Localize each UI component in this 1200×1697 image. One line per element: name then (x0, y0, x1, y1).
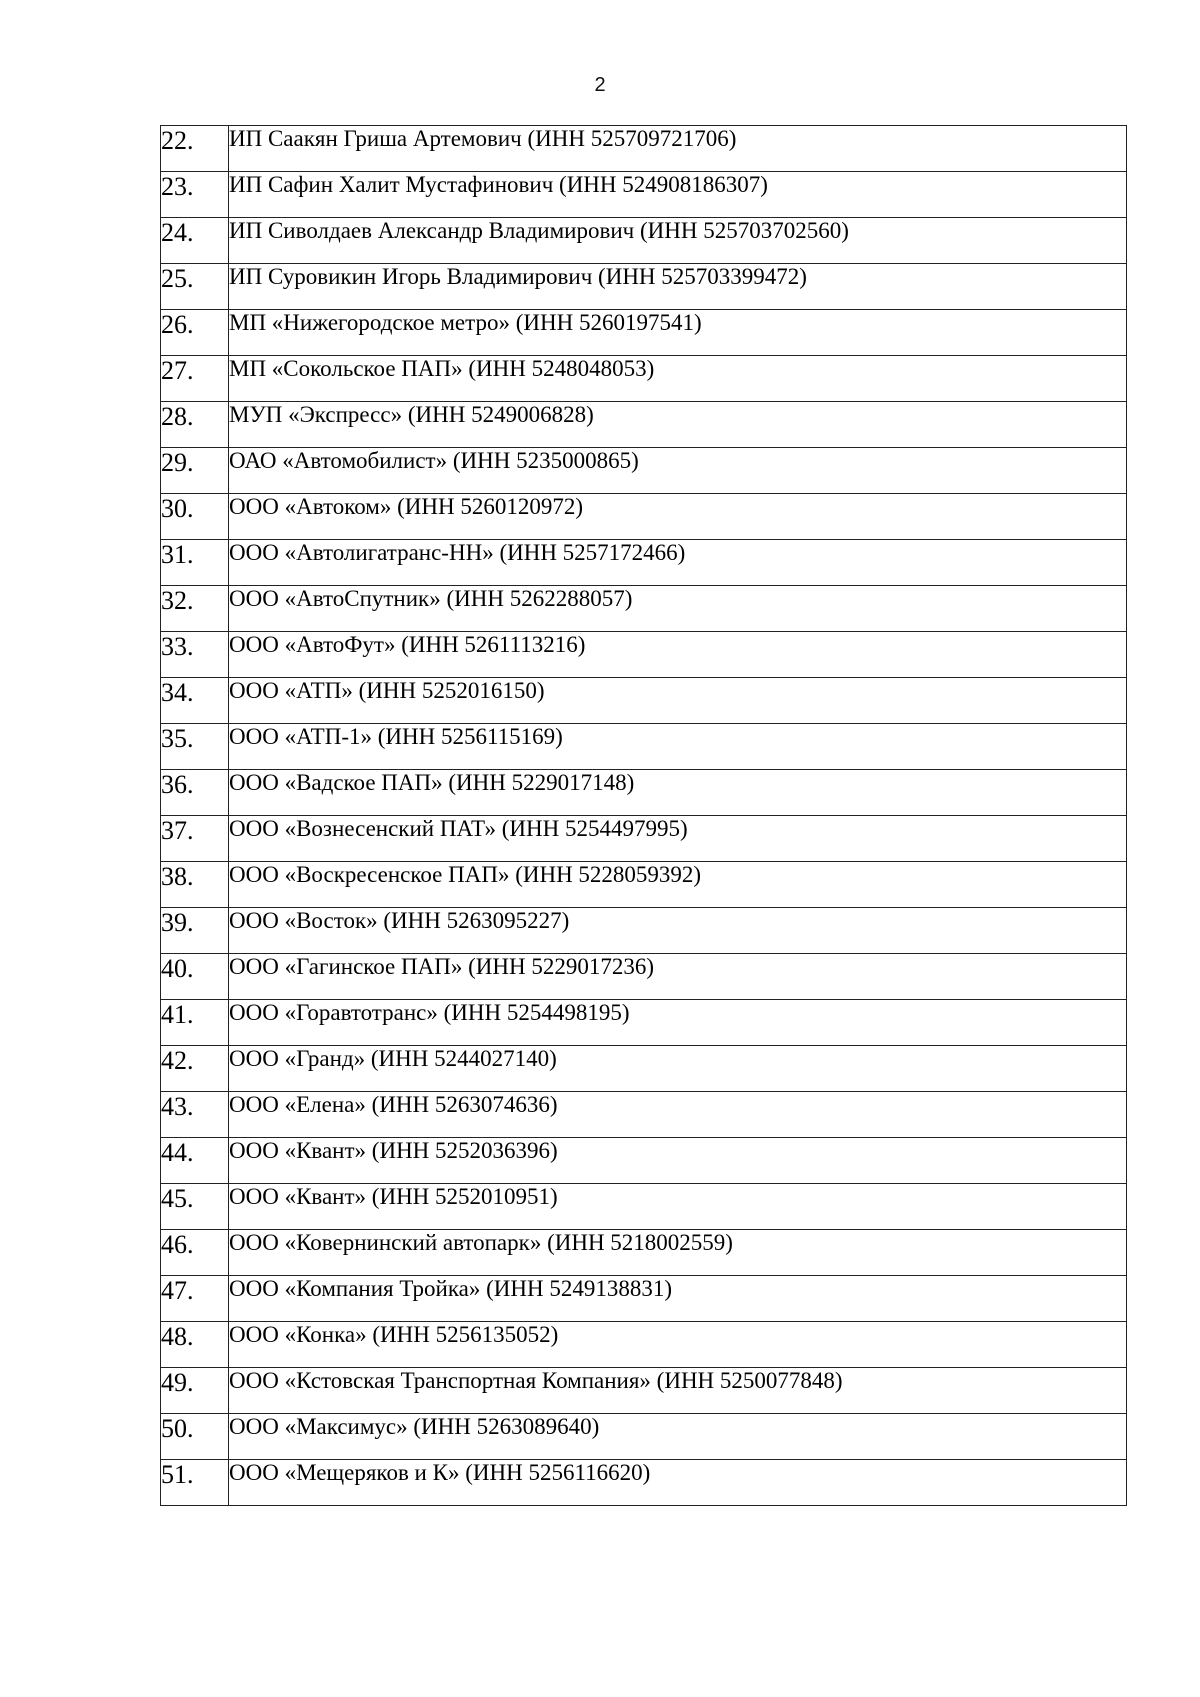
table-row (161, 310, 1127, 356)
table-row (161, 1230, 1127, 1276)
row-number: 27. (161, 356, 229, 402)
row-number: 35. (161, 724, 229, 770)
row-number: 23. (161, 172, 229, 218)
organization-entry: ООО «Вознесенский ПАТ» (ИНН 5254497995) (229, 816, 1127, 862)
organization-entry: ОАО «Автомобилист» (ИНН 5235000865) (229, 448, 1127, 494)
table-row (161, 264, 1127, 310)
table-row (161, 356, 1127, 402)
table-row (161, 1322, 1127, 1368)
row-number: 47. (161, 1276, 229, 1322)
organization-entry: ООО «Ковернинский автопарк» (ИНН 5218002559) (229, 1230, 1127, 1276)
row-number: 46. (161, 1230, 229, 1276)
table-row (161, 1092, 1127, 1138)
table-row (161, 816, 1127, 862)
organization-entry: ООО «Максимус» (ИНН 5263089640) (229, 1414, 1127, 1460)
row-number: 28. (161, 402, 229, 448)
table-row (161, 678, 1127, 724)
row-number: 32. (161, 586, 229, 632)
organization-entry: ООО «АвтоФут» (ИНН 5261113216) (229, 632, 1127, 678)
table-row (161, 1460, 1127, 1506)
row-number: 33. (161, 632, 229, 678)
row-number: 26. (161, 310, 229, 356)
table-row (161, 126, 1127, 172)
table-row (161, 540, 1127, 586)
organization-entry: ООО «Компания Тройка» (ИНН 5249138831) (229, 1276, 1127, 1322)
row-number: 22. (161, 126, 229, 172)
table-row (161, 218, 1127, 264)
table-row (161, 1368, 1127, 1414)
table-row (161, 1414, 1127, 1460)
organization-entry: ООО «Гранд» (ИНН 5244027140) (229, 1046, 1127, 1092)
row-number: 42. (161, 1046, 229, 1092)
row-number: 39. (161, 908, 229, 954)
organization-entry: ООО «Воскресенское ПАП» (ИНН 5228059392) (229, 862, 1127, 908)
row-number: 29. (161, 448, 229, 494)
row-number: 48. (161, 1322, 229, 1368)
organization-entry: ООО «Восток» (ИНН 5263095227) (229, 908, 1127, 954)
organization-entry: ИП Сафин Халит Мустафинович (ИНН 524908186307) (229, 172, 1127, 218)
organization-entry: ИП Саакян Гриша Артемович (ИНН 525709721706) (229, 126, 1127, 172)
row-number: 43. (161, 1092, 229, 1138)
row-number: 34. (161, 678, 229, 724)
organization-entry: ООО «Квант» (ИНН 5252036396) (229, 1138, 1127, 1184)
organization-entry: МП «Сокольское ПАП» (ИНН 5248048053) (229, 356, 1127, 402)
table-row (161, 862, 1127, 908)
table-row (161, 1276, 1127, 1322)
table-row (161, 908, 1127, 954)
organization-entry: ООО «Горавтотранс» (ИНН 5254498195) (229, 1000, 1127, 1046)
row-number: 44. (161, 1138, 229, 1184)
row-number: 31. (161, 540, 229, 586)
organization-entry: ИП Сиволдаев Александр Владимирович (ИНН 525703702560) (229, 218, 1127, 264)
page-number: 2 (594, 74, 606, 96)
row-number: 38. (161, 862, 229, 908)
organization-entry: ИП Суровикин Игорь Владимирович (ИНН 525703399472) (229, 264, 1127, 310)
row-number: 36. (161, 770, 229, 816)
table-row (161, 954, 1127, 1000)
organization-entry: МУП «Экспресс» (ИНН 5249006828) (229, 402, 1127, 448)
organization-entry: ООО «Гагинское ПАП» (ИНН 5229017236) (229, 954, 1127, 1000)
table-row (161, 632, 1127, 678)
table-row (161, 172, 1127, 218)
table-row (161, 402, 1127, 448)
organization-entry: ООО «АТП-1» (ИНН 5256115169) (229, 724, 1127, 770)
table-row (161, 1046, 1127, 1092)
row-number: 37. (161, 816, 229, 862)
organization-entry: ООО «Елена» (ИНН 5263074636) (229, 1092, 1127, 1138)
table-row (161, 494, 1127, 540)
organization-entry: ООО «Мещеряков и К» (ИНН 5256116620) (229, 1460, 1127, 1506)
row-number: 30. (161, 494, 229, 540)
organization-entry: ООО «АТП» (ИНН 5252016150) (229, 678, 1127, 724)
organizations-table (160, 125, 1127, 1506)
organizations-table-body (161, 126, 1127, 1506)
row-number: 25. (161, 264, 229, 310)
table-row (161, 724, 1127, 770)
table-row (161, 1184, 1127, 1230)
table-row (161, 1000, 1127, 1046)
organization-entry: ООО «Кстовская Транспортная Компания» (ИНН 5250077848) (229, 1368, 1127, 1414)
table-row (161, 1138, 1127, 1184)
row-number: 45. (161, 1184, 229, 1230)
row-number: 50. (161, 1414, 229, 1460)
organization-entry: ООО «Конка» (ИНН 5256135052) (229, 1322, 1127, 1368)
table-row (161, 770, 1127, 816)
organization-entry: МП «Нижегородское метро» (ИНН 5260197541) (229, 310, 1127, 356)
organization-entry: ООО «Вадское ПАП» (ИНН 5229017148) (229, 770, 1127, 816)
table-row (161, 586, 1127, 632)
row-number: 41. (161, 1000, 229, 1046)
row-number: 51. (161, 1460, 229, 1506)
row-number: 49. (161, 1368, 229, 1414)
row-number: 24. (161, 218, 229, 264)
organization-entry: ООО «Квант» (ИНН 5252010951) (229, 1184, 1127, 1230)
table-row (161, 448, 1127, 494)
organization-entry: ООО «АвтоСпутник» (ИНН 5262288057) (229, 586, 1127, 632)
organization-entry: ООО «Автоком» (ИНН 5260120972) (229, 494, 1127, 540)
organization-entry: ООО «Автолигатранс-НН» (ИНН 5257172466) (229, 540, 1127, 586)
row-number: 40. (161, 954, 229, 1000)
